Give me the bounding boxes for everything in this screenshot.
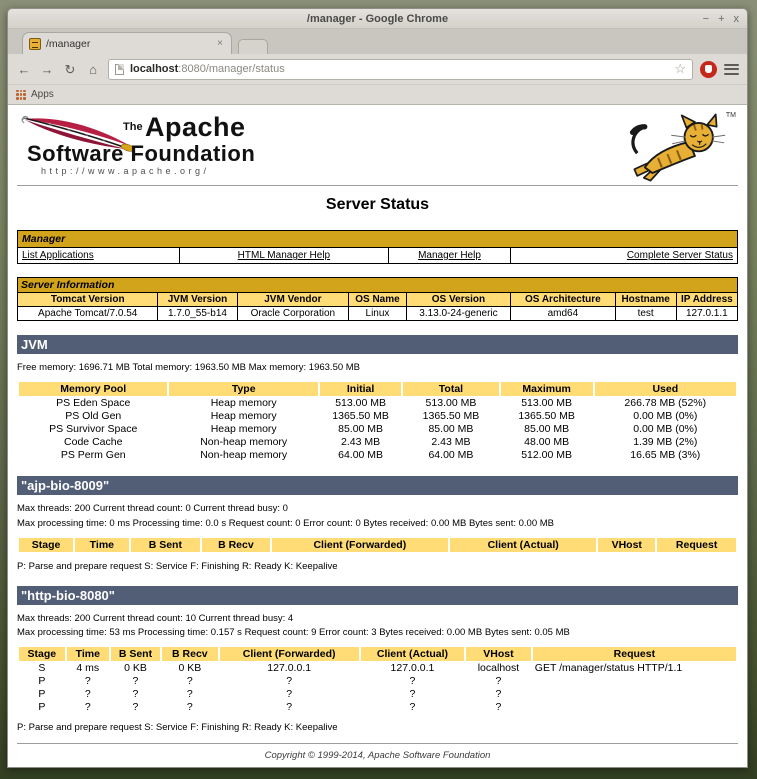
column-header: IP Address xyxy=(676,293,737,307)
column-header: Request xyxy=(657,538,736,552)
table-cell: 85.00 MB xyxy=(428,423,474,436)
table-cell: 1365.50 MB xyxy=(332,410,389,423)
link-list-applications[interactable]: List Applications xyxy=(22,250,94,261)
table-cell: P xyxy=(38,675,46,688)
table-cell: 127.0.1.1 xyxy=(676,307,737,321)
http-stats-line1: Max threads: 200 Current thread count: 10 Current thread busy: 4 xyxy=(17,612,294,624)
connector-http-section-header: "http-bio-8080" xyxy=(17,586,738,605)
column-header: Time xyxy=(75,538,128,552)
table-cell: ? xyxy=(286,688,293,701)
column-header: Maximum xyxy=(501,382,593,396)
window-title: /manager - Google Chrome xyxy=(306,12,449,25)
column-header: OS Architecture xyxy=(511,293,615,307)
table-cell: PS Old Gen xyxy=(65,410,122,423)
connector-ajp-stats xyxy=(17,502,738,531)
window-controls xyxy=(703,9,739,29)
table-cell: 266.78 MB (52%) xyxy=(624,397,707,410)
table-row xyxy=(18,278,738,293)
connector-http-table xyxy=(17,646,738,714)
table-row xyxy=(19,675,736,687)
table-header-row xyxy=(19,538,736,552)
ajp-stats-line2: Max processing time: 0 ms Processing time: 0.0 s Request count: 0 Error count: 0 Bytes received: 0.00 MB Bytes sent: 0.00 MB xyxy=(17,517,554,529)
table-cell: 127.0.0.1 xyxy=(390,662,435,675)
server-info-section-title: Server Information xyxy=(18,278,738,293)
table-row xyxy=(19,662,736,674)
bookmark-star-icon[interactable]: ☆ xyxy=(674,61,686,76)
footer-divider xyxy=(17,743,738,744)
connector-ajp-legend: P: Parse and prepare request S: Service F: Finishing R: Ready K: Keepalive xyxy=(17,560,338,572)
bookmarks-bar xyxy=(8,85,747,105)
column-header: Initial xyxy=(320,382,401,396)
table-row xyxy=(18,248,738,264)
header-divider xyxy=(17,185,738,186)
column-header: Client (Actual) xyxy=(361,647,464,661)
browser-window xyxy=(7,8,748,768)
server-info-table xyxy=(17,277,738,321)
column-header: Type xyxy=(169,382,317,396)
link-manager-help[interactable]: Manager Help xyxy=(418,250,481,261)
table-cell: 1365.50 MB xyxy=(518,410,575,423)
column-header: B Sent xyxy=(131,538,201,552)
table-cell xyxy=(533,701,736,713)
table-cell: Oracle Corporation xyxy=(237,307,349,321)
column-header: Memory Pool xyxy=(19,382,167,396)
url-text[interactable] xyxy=(130,63,668,75)
table-row xyxy=(18,307,738,321)
table-row xyxy=(19,688,736,700)
table-cell: ? xyxy=(495,675,502,688)
reload-icon[interactable]: ↻ xyxy=(64,61,76,77)
table-cell: ? xyxy=(186,688,193,701)
ajp-stats-line1: Max threads: 200 Current thread count: 0 Current thread busy: 0 xyxy=(17,503,288,515)
table-cell: 0 KB xyxy=(178,662,202,675)
table-cell: ? xyxy=(132,701,139,714)
table-cell: Heap memory xyxy=(210,397,277,410)
table-cell: Non-heap memory xyxy=(200,436,288,449)
table-cell: ? xyxy=(286,675,293,688)
column-header: Client (Forwarded) xyxy=(272,538,448,552)
connector-ajp-section-header: "ajp-bio-8009" xyxy=(17,476,738,495)
column-header: OS Name xyxy=(349,293,407,307)
chrome-menu-icon[interactable] xyxy=(724,64,739,75)
tab-title: /manager xyxy=(46,37,91,50)
table-cell: 0 KB xyxy=(124,662,147,675)
table-cell: Heap memory xyxy=(210,423,277,436)
table-cell: P xyxy=(38,701,46,714)
tab-strip xyxy=(8,29,747,54)
table-row xyxy=(19,701,736,713)
column-header: Tomcat Version xyxy=(18,293,158,307)
column-header: Client (Actual) xyxy=(450,538,596,552)
table-cell: ? xyxy=(132,675,139,688)
table-cell: PS Eden Space xyxy=(56,397,131,410)
table-cell: ? xyxy=(286,701,293,714)
tomcat-cat-icon xyxy=(624,112,728,184)
table-cell xyxy=(533,688,736,700)
http-stats-line2: Max processing time: 53 ms Processing time: 0.157 s Request count: 9 Error count: 3 Bytes received: 0.00 MB Bytes sent: 0.05 MB xyxy=(17,627,570,638)
table-cell: ? xyxy=(132,688,139,701)
table-row xyxy=(19,397,736,409)
column-header: Hostname xyxy=(615,293,676,307)
window-minimize-icon[interactable]: − xyxy=(702,12,710,25)
column-header: B Recv xyxy=(202,538,269,552)
table-cell: 127.0.0.1 xyxy=(267,662,312,675)
new-tab-button[interactable] xyxy=(238,39,268,54)
table-cell: P xyxy=(38,688,46,701)
table-cell: 64.00 MB xyxy=(428,449,474,462)
url-path: :8080/manager/status xyxy=(178,63,285,75)
table-cell: 513.00 MB xyxy=(425,397,477,410)
logo-apache: Apache xyxy=(145,112,246,142)
table-cell: ? xyxy=(84,701,91,714)
table-row xyxy=(19,436,736,448)
manager-nav-table xyxy=(17,230,738,264)
table-row xyxy=(19,449,736,461)
table-cell: S xyxy=(38,662,46,675)
logo-the: The xyxy=(123,121,143,133)
table-cell: 4 ms xyxy=(76,662,100,675)
back-icon[interactable]: ← xyxy=(17,61,31,77)
column-header: JVM Vendor xyxy=(237,293,349,307)
table-cell: ? xyxy=(409,675,416,688)
table-cell: 513.00 MB xyxy=(335,397,386,410)
copyright-text: Copyright © 1999-2014, Apache Software Foundation xyxy=(264,750,491,762)
logo-url: http://www.apache.org/ xyxy=(41,166,210,176)
table-cell: ? xyxy=(495,688,502,701)
table-cell: PS Perm Gen xyxy=(60,449,126,462)
column-header: Time xyxy=(67,647,109,661)
column-header: B Recv xyxy=(162,647,218,661)
column-header: Stage xyxy=(19,647,65,661)
table-cell: 513.00 MB xyxy=(521,397,573,410)
table-row xyxy=(19,423,736,435)
table-cell: ? xyxy=(84,688,91,701)
link-complete-server-status[interactable]: Complete Server Status xyxy=(626,250,733,261)
connector-http-stats xyxy=(17,612,738,641)
table-cell: Non-heap memory xyxy=(200,449,288,462)
tomcat-logo xyxy=(624,112,736,184)
apps-label[interactable]: Apps xyxy=(31,89,54,100)
trademark-label: TM xyxy=(725,112,736,119)
table-cell: 1.39 MB (2%) xyxy=(633,436,698,449)
manager-section-title: Manager xyxy=(18,231,738,248)
table-cell: 2.43 MB xyxy=(341,436,381,449)
browser-toolbar xyxy=(8,54,747,85)
table-cell: 16.65 MB (3%) xyxy=(630,449,701,462)
table-header-row xyxy=(18,293,738,307)
table-cell: amd64 xyxy=(511,307,615,321)
connector-http-legend: P: Parse and prepare request S: Service F: Finishing R: Ready K: Keepalive xyxy=(17,722,338,734)
url-host: localhost xyxy=(130,63,179,75)
forward-icon[interactable]: → xyxy=(40,61,54,77)
table-cell: 1365.50 MB xyxy=(422,410,480,423)
table-cell: 3.13.0-24-generic xyxy=(406,307,510,321)
table-cell: 1.7.0_55-b14 xyxy=(158,307,237,321)
table-cell: ? xyxy=(409,701,416,714)
table-header-row xyxy=(19,382,736,396)
column-header: Used xyxy=(595,382,736,396)
table-cell: 2.43 MB xyxy=(431,436,471,449)
logo-software-foundation: Software Foundation xyxy=(27,141,256,166)
table-cell: PS Survivor Space xyxy=(49,423,138,436)
link-html-manager-help[interactable]: HTML Manager Help xyxy=(237,250,331,261)
table-cell: localhost xyxy=(477,662,520,675)
table-cell: 0.00 MB (0%) xyxy=(633,423,698,436)
table-cell: 85.00 MB xyxy=(338,423,384,436)
window-close-icon[interactable]: x xyxy=(733,12,739,25)
address-bar[interactable] xyxy=(108,59,693,80)
column-header: Stage xyxy=(19,538,73,552)
table-cell: GET /manager/status HTTP/1.1 xyxy=(534,662,683,675)
column-header: OS Version xyxy=(406,293,510,307)
table-cell xyxy=(533,675,736,687)
table-cell: Apache Tomcat/7.0.54 xyxy=(18,307,158,321)
tab-close-icon[interactable]: × xyxy=(217,38,223,49)
tab-manager[interactable] xyxy=(22,32,232,54)
window-maximize-icon[interactable]: + xyxy=(718,12,725,25)
table-header-row xyxy=(19,647,736,661)
table-cell: Linux xyxy=(349,307,407,321)
apache-logo xyxy=(17,112,277,182)
table-cell: ? xyxy=(409,688,416,701)
column-header: JVM Version xyxy=(158,293,237,307)
table-cell: 48.00 MB xyxy=(524,436,570,449)
column-header: VHost xyxy=(466,647,531,661)
table-cell: ? xyxy=(186,675,193,688)
table-cell: test xyxy=(615,307,676,321)
page-masthead xyxy=(17,112,738,182)
column-header: B Sent xyxy=(111,647,160,661)
table-cell: 64.00 MB xyxy=(338,449,384,462)
table-cell: 0.00 MB (0%) xyxy=(633,410,698,423)
jvm-section-header: JVM xyxy=(17,335,738,354)
table-cell: ? xyxy=(84,675,91,688)
table-row xyxy=(19,410,736,422)
tomcat-favicon-icon xyxy=(29,38,41,50)
page-content xyxy=(8,105,747,767)
jvm-memory-summary: Free memory: 1696.71 MB Total memory: 1963.50 MB Max memory: 1963.50 MB xyxy=(17,362,361,373)
home-icon[interactable]: ⌂ xyxy=(89,61,97,77)
table-cell: ? xyxy=(186,701,193,714)
adblock-extension-icon[interactable] xyxy=(700,61,717,78)
column-header: Client (Forwarded) xyxy=(220,647,359,661)
column-header: VHost xyxy=(598,538,655,552)
window-titlebar[interactable] xyxy=(8,9,747,29)
page-icon xyxy=(115,64,124,75)
page-title: Server Status xyxy=(325,196,430,213)
table-cell: 512.00 MB xyxy=(521,449,573,462)
jvm-memory-table xyxy=(17,381,738,462)
table-cell: Heap memory xyxy=(210,410,277,423)
table-cell: Code Cache xyxy=(64,436,123,449)
table-cell: ? xyxy=(495,701,502,714)
connector-ajp-table xyxy=(17,537,738,553)
column-header: Total xyxy=(403,382,498,396)
apps-grid-icon[interactable] xyxy=(16,90,26,100)
table-row xyxy=(18,231,738,248)
table-cell: 85.00 MB xyxy=(524,423,570,436)
column-header: Request xyxy=(533,647,736,661)
